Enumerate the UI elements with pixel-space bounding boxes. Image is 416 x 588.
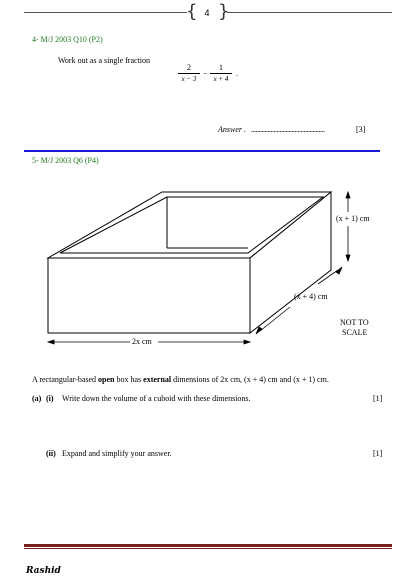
author-signature: Rashid (26, 566, 61, 576)
height-label: (x + 1) cm (336, 214, 370, 223)
q4-heading: 4- M/J 2003 Q10 (P2) (32, 35, 103, 44)
part-i-label: (i) (46, 394, 54, 403)
fraction-period: . (236, 69, 238, 78)
stem-bold-external: external (143, 375, 172, 384)
part-ii-marks: [1] (373, 449, 383, 458)
q5-heading: 5- M/J 2003 Q6 (P4) (32, 156, 99, 165)
q4-marks: [3] (356, 125, 366, 134)
right-brace-icon: } (218, 1, 230, 22)
not-to-scale-line1: NOT TO (340, 318, 369, 327)
part-ii-text: Expand and simplify your answer. (62, 449, 172, 458)
footer-rule-thin (24, 548, 392, 549)
fraction-1-numerator: 2 (187, 63, 191, 72)
width-label: 2x cm (132, 337, 152, 346)
part-ii-label: (ii) (46, 449, 56, 458)
fraction-1-denominator: x − 3 (181, 75, 197, 83)
stem-text-3: dimensions of 2x cm, (x + 4) cm and (x + 1) cm. (171, 375, 329, 384)
depth-label: (x + 4) cm (294, 292, 328, 301)
box-side-face (250, 192, 331, 333)
part-i-text: Write down the volume of a cuboid with these dimensions. (62, 394, 251, 403)
box-front-face (48, 258, 250, 333)
part-i-marks: [1] (373, 394, 383, 403)
stem-text-1: A rectangular-based (32, 375, 99, 384)
q4-instruction: Work out as a single fraction (58, 56, 150, 65)
page-number: 4 (204, 8, 210, 18)
footer-rule-thick (24, 544, 392, 547)
left-brace-icon: { (186, 1, 198, 22)
part-a-label: (a) (32, 394, 42, 403)
q5-stem (32, 375, 329, 384)
minus-operator: − (203, 69, 208, 78)
fraction-2-denominator: x + 4 (213, 75, 229, 83)
stem-bold-open: open (98, 375, 115, 384)
fraction-2-numerator: 1 (219, 63, 223, 72)
answer-label: Answer . (218, 125, 246, 134)
answer-line[interactable]: ................................................. (251, 125, 325, 134)
not-to-scale-line2: SCALE (342, 328, 368, 337)
stem-text-2: box has (114, 375, 144, 384)
